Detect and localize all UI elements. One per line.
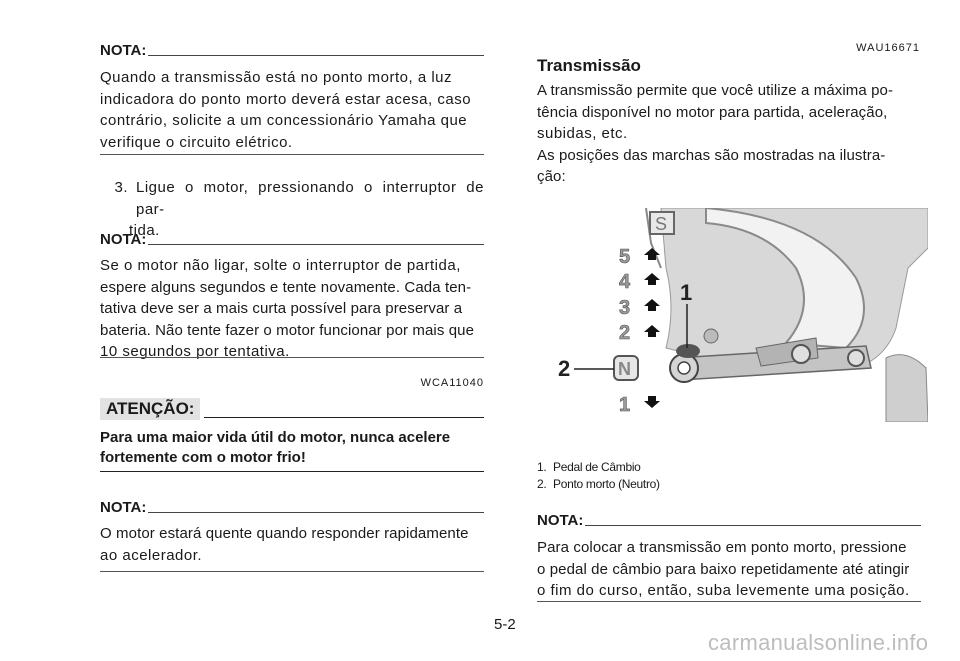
nota-label: NOTA: <box>537 512 584 529</box>
intro-text <box>537 80 921 188</box>
callout-1: 1 <box>680 280 693 305</box>
caution-code: WCA11040 <box>420 377 484 389</box>
text-line: Para colocar a transmissão em ponto morto, pressione <box>537 539 907 556</box>
nota-label: NOTA: <box>100 231 147 248</box>
text-line: Quando a transmissão está no ponto morto, a luz <box>100 69 453 86</box>
text-line: verifique o circuito elétrico. <box>100 133 293 151</box>
text-line: tência disponível no motor para partida, aceleração, <box>537 103 888 121</box>
caption-text: Ponto morto (Neutro) <box>553 477 660 491</box>
nota-4-text <box>537 537 921 602</box>
section-title: Transmissão <box>537 56 641 75</box>
nota-heading-4 <box>537 512 921 529</box>
nota-3-text <box>100 523 484 566</box>
text-line: indicadora do ponto morto deverá estar acesa, caso <box>100 90 472 108</box>
text-line: ao acelerador. <box>100 546 203 564</box>
text-line: o pedal de câmbio para baixo repetidamente até atingir <box>537 560 910 578</box>
divider <box>100 357 484 358</box>
caption-number: 2. <box>537 477 547 491</box>
callout-2: 2 <box>558 356 571 381</box>
text-line: tativa deve ser a mais curta possível para preservar a <box>100 300 463 317</box>
text-line: tida. <box>129 222 160 239</box>
page-number: 5-2 <box>494 616 516 633</box>
text-line: Se o motor não ligar, solte o interruptor de partida, <box>100 257 461 274</box>
gear-label-5: 5 <box>619 246 631 268</box>
text-line: bateria. Não tente fazer o motor funcionar por mais que <box>100 321 475 339</box>
text-line: As posições das marchas são mostradas na ilustra- <box>537 146 886 164</box>
nota-label: NOTA: <box>100 499 147 516</box>
text-line: Para uma maior vida útil do motor, nunca acelere <box>100 429 451 446</box>
gear-label-n: N <box>618 359 631 379</box>
caption-number: 1. <box>537 460 547 474</box>
divider <box>537 601 921 602</box>
figure-captions <box>537 459 660 493</box>
step-number: 3. <box>114 179 128 196</box>
gear-shift-illustration <box>556 208 928 422</box>
nota-1-text <box>100 67 484 153</box>
gear-label-3: 3 <box>619 297 631 319</box>
caution-heading <box>100 398 484 420</box>
caption-item <box>537 476 660 493</box>
gear-label-1: 1 <box>619 394 631 416</box>
text-line: 10 segundos por tentativa. <box>100 343 290 360</box>
nota-2-text <box>100 255 484 363</box>
nota-heading-2 <box>100 231 484 248</box>
gear-label-2: 2 <box>619 322 631 344</box>
divider <box>100 154 484 155</box>
caption-item <box>537 459 660 476</box>
gear-label-4: 4 <box>619 271 631 293</box>
svg-text:S: S <box>655 214 668 234</box>
caution-divider <box>100 471 484 472</box>
nota-heading-3 <box>100 499 484 516</box>
text-line: ção: <box>537 168 566 185</box>
text-line: o fim do curso, então, suba levemente uma posição. <box>537 582 910 599</box>
caution-text <box>100 428 484 468</box>
text-line: Ligue o motor, pressionando o interruptor de par- <box>136 179 484 218</box>
nota-heading-1 <box>100 42 484 59</box>
caution-label: ATENÇÃO: <box>100 398 200 420</box>
text-line: subidas, etc. <box>537 125 628 142</box>
text-line: espere alguns segundos e tente novamente. Cada ten- <box>100 278 472 296</box>
section-code: WAU16671 <box>856 42 920 54</box>
text-line: contrário, solicite a um concessionário Yamaha que <box>100 112 468 129</box>
watermark: carmanualsonline.info <box>708 630 929 655</box>
caption-text: Pedal de Câmbio <box>553 460 641 474</box>
text-line: O motor estará quente quando responder rapidamente <box>100 525 469 542</box>
nota-label: NOTA: <box>100 42 147 59</box>
divider <box>100 571 484 572</box>
text-line: fortemente com o motor frio! <box>100 449 306 466</box>
text-line: A transmissão permite que você utilize a máxima po- <box>537 82 894 99</box>
